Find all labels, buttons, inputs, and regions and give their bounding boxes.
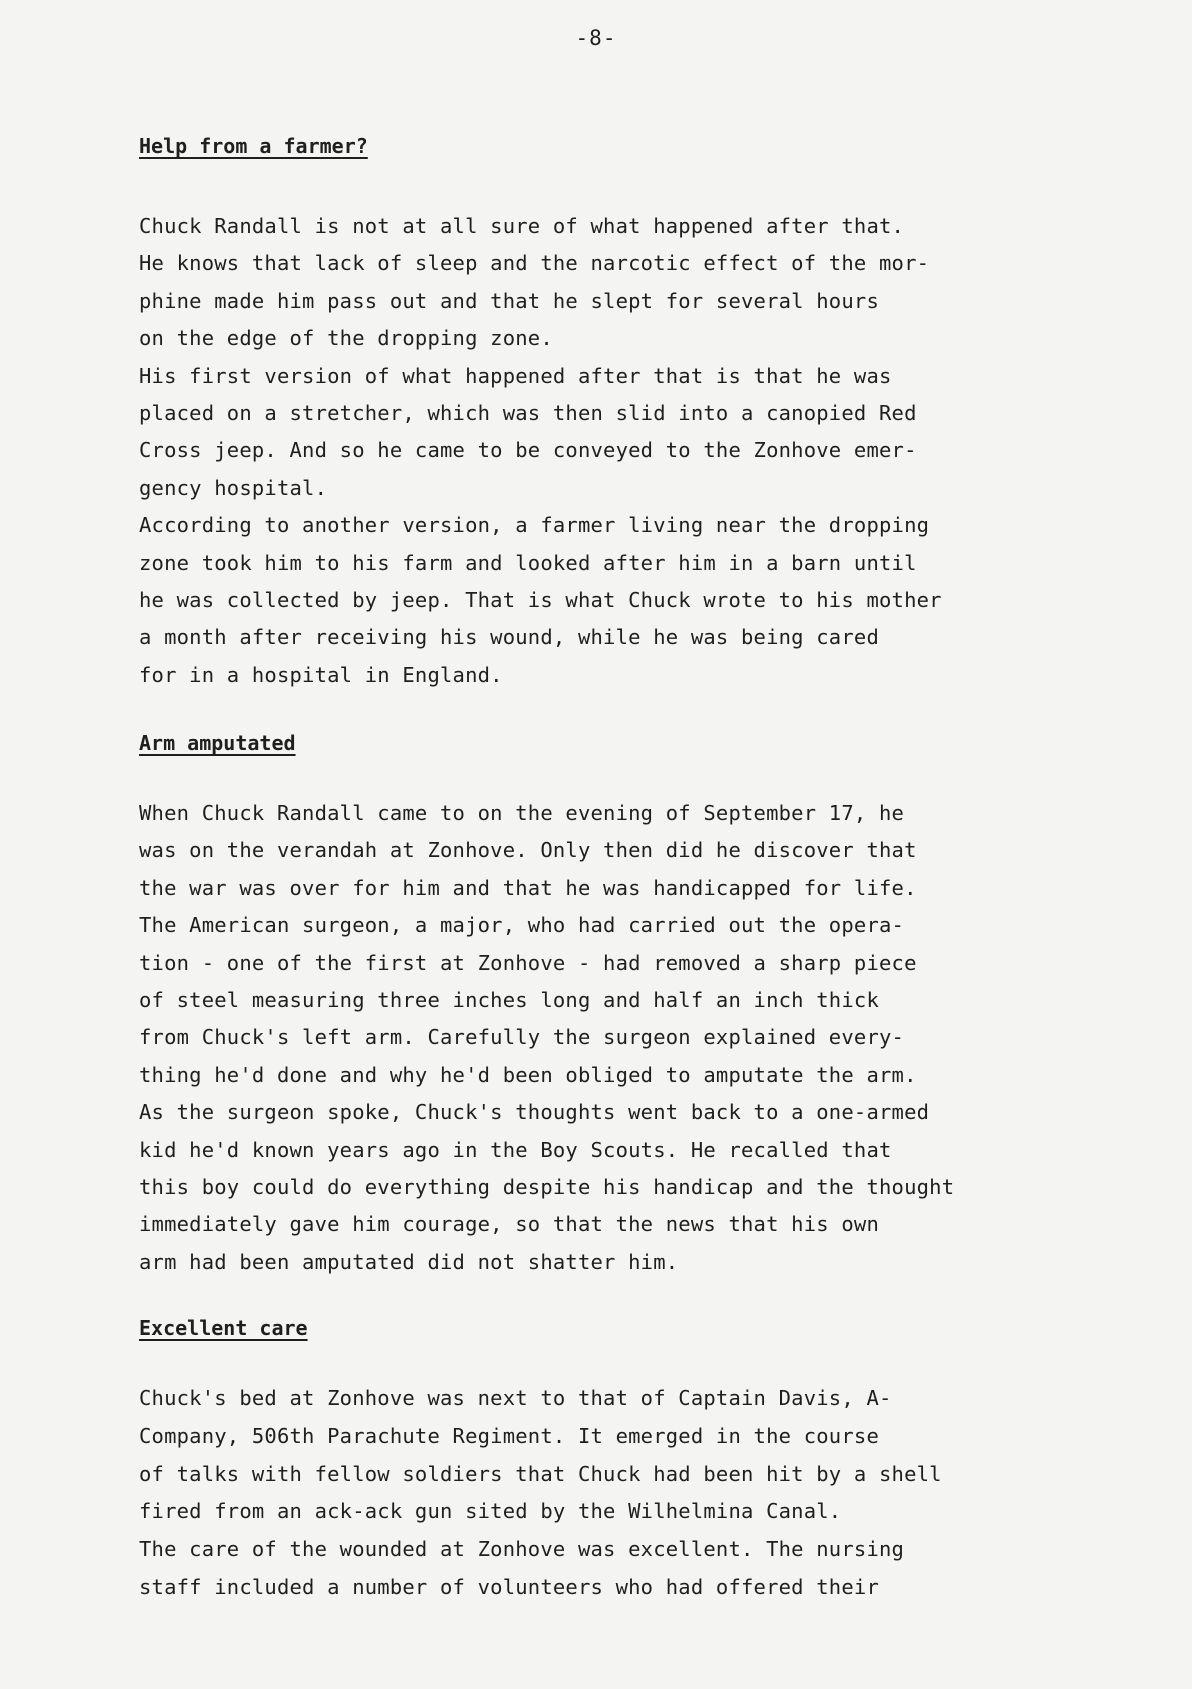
text-line: he was collected by jeep. That is what Chuck wrote to his mother (139, 588, 942, 613)
text-line: arm had been amputated did not shatter him. (139, 1249, 679, 1274)
text-line: the war was over for him and that he was handicapped for life. (139, 875, 917, 900)
text-line: His first version of what happened after that is that he was (139, 363, 892, 388)
text-line: Company, 506th Parachute Regiment. It emerged in the course (139, 1423, 879, 1448)
text-line: zone took him to his farm and looked after him in a barn until (139, 550, 917, 575)
text-line: Chuck's bed at Zonhove was next to that of Captain Davis, A- (139, 1386, 892, 1410)
section-help-from-a-farmer (139, 136, 969, 694)
text-line: immediately gave him courage, so that the news that his own (139, 1212, 879, 1237)
text-line: for in a hospital in England. (139, 662, 503, 687)
section-heading: Excellent care (139, 1316, 308, 1340)
text-line: The American surgeon, a major, who had carried out the opera- (139, 913, 905, 938)
section-excellent-care (139, 1318, 969, 1607)
text-line: According to another version, a farmer living near the dropping (139, 513, 930, 538)
text-line: on the edge of the dropping zone. (139, 326, 553, 351)
text-line: from Chuck's left arm. Carefully the surgeon explained every- (139, 1025, 905, 1050)
text-line: of steel measuring three inches long and half an inch thick (139, 988, 879, 1013)
page-number: -8- (575, 26, 617, 50)
text-line: thing he'd done and why he'd been obliged to amputate the arm. (139, 1062, 917, 1087)
section-body (139, 208, 969, 694)
text-line: phine made him pass out and that he slept for several hours (139, 288, 879, 313)
text-line: of talks with fellow soldiers that Chuck had been hit by a shell (139, 1461, 942, 1486)
text-line: Chuck Randall is not at all sure of what happened after that. (139, 214, 905, 238)
section-heading: Help from a farmer? (139, 134, 368, 158)
text-line: fired from an ack-ack gun sited by the Wilhelmina Canal. (139, 1499, 842, 1524)
text-line: Cross jeep. And so he came to be conveyed to the Zonhove emer- (139, 438, 917, 463)
section-body (139, 795, 969, 1281)
section-arm-amputated (139, 733, 969, 1281)
text-line: As the surgeon spoke, Chuck's thoughts went back to a one-armed (139, 1100, 930, 1125)
text-line: The care of the wounded at Zonhove was excellent. The nursing (139, 1537, 905, 1562)
text-line: He knows that lack of sleep and the narcotic effect of the mor- (139, 251, 930, 276)
section-body (139, 1380, 969, 1607)
text-line: When Chuck Randall came to on the evening of September 17, he (139, 801, 905, 825)
text-line: staff included a number of volunteers who had offered their (139, 1574, 879, 1599)
text-line: tion - one of the first at Zonhove - had removed a sharp piece (139, 950, 917, 975)
text-line: was on the verandah at Zonhove. Only then did he discover that (139, 838, 917, 863)
text-line: a month after receiving his wound, while he was being cared (139, 625, 879, 650)
text-line: this boy could do everything despite his handicap and the thought (139, 1175, 955, 1200)
text-line: kid he'd known years ago in the Boy Scouts. He recalled that (139, 1137, 892, 1162)
section-heading: Arm amputated (139, 731, 296, 755)
text-line: gency hospital. (139, 475, 328, 500)
text-line: placed on a stretcher, which was then slid into a canopied Red (139, 401, 917, 426)
